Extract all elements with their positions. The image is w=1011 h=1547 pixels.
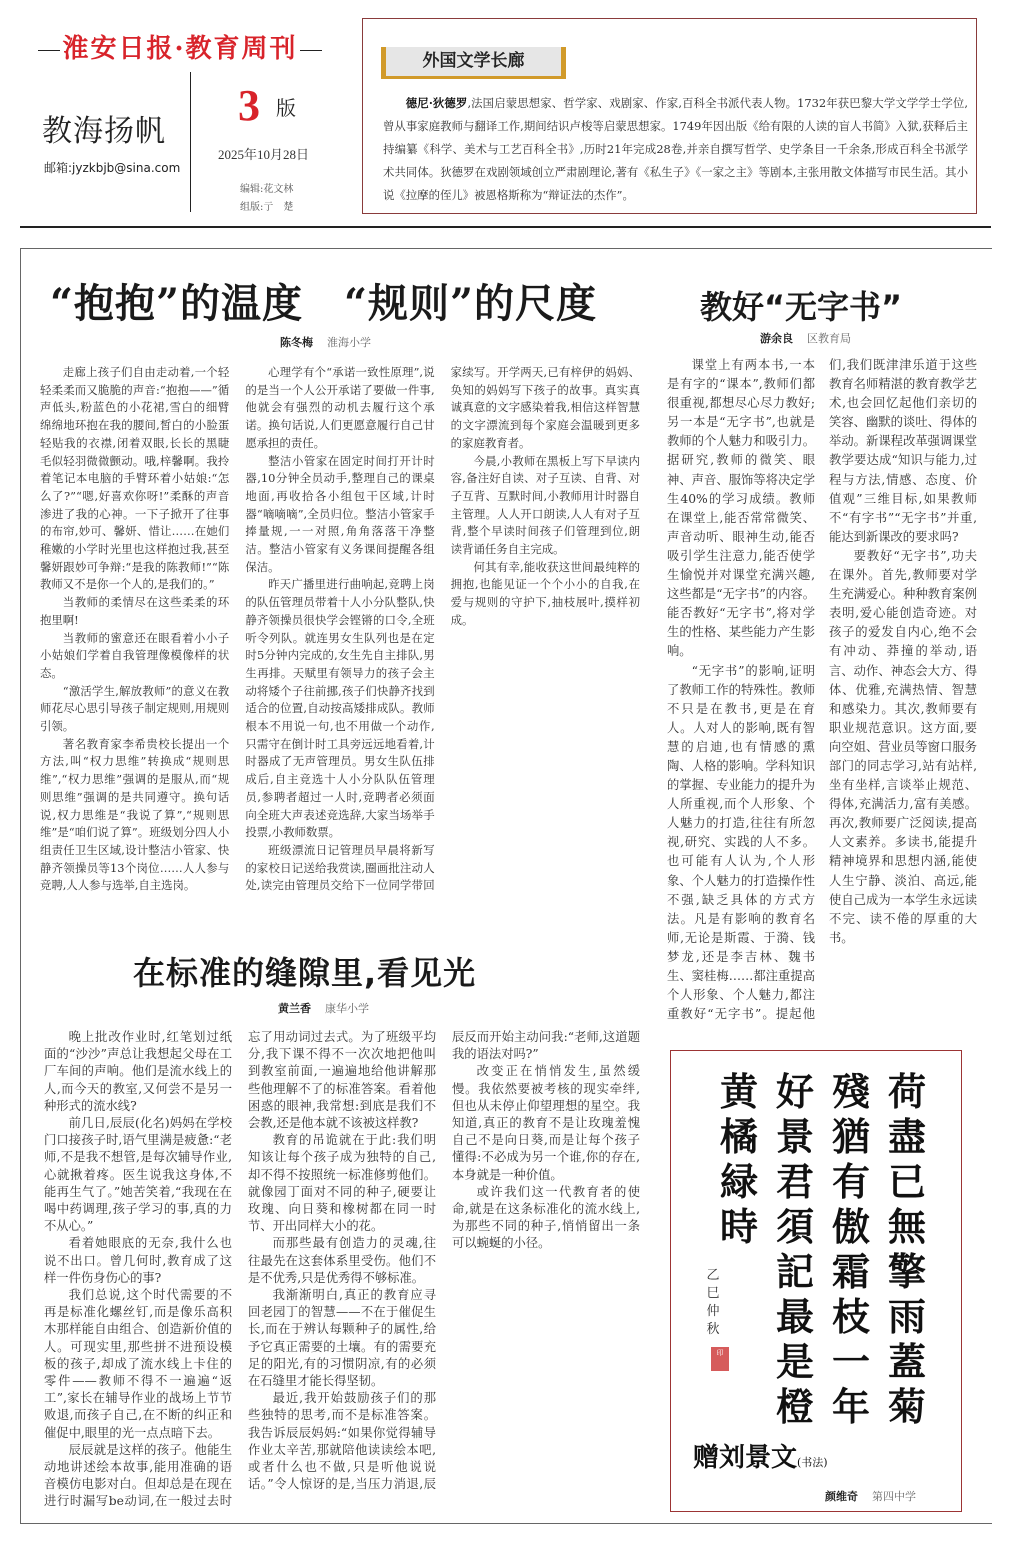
article2-byline (760, 330, 851, 346)
paragraph: 当教师的柔情尽在这些柔柔的环抱里啊! (40, 595, 230, 627)
page-number: 3 (238, 81, 260, 130)
literature-tab: 外国文学长廊 (381, 47, 566, 79)
calligraphy-column: 荷 盡 已 無 擎 雨 蓋 菊 (887, 1069, 926, 1429)
paragraph: 而那些最有创造力的灵魂,往往最先在这套体系里受伤。他们不是不优秀,只是优秀得不够标准。 (248, 1236, 436, 1285)
paragraph: 著名教育家李希贵校长提出一个方法,叫“权力思维”转换成“规则思维”,“权力思维”强调的是服从,而“规则思维”强调的是共同遵守。换句话说,权力思维是“我说了算”,“规则思维”是“咱们说了算”。班级划分四人小组责任卫生区域,设计整洁小管家、快静齐领操员等13个岗位……人人参与竞聘,人人参与选举,自主选岗。 (40, 736, 230, 893)
calligraphy-tag: (书法) (797, 1456, 828, 1469)
paragraph: 何其有幸,能收获这世间最纯粹的拥抱,也能见证一个个小小的自我,在爱与规则的守护下,抽枝展叶,摸样初成。 (450, 559, 640, 627)
paragraph: 看着她眼底的无奈,我什么也说不出口。曾几何时,教育成了这样一件伤身伤心的事? (44, 1236, 232, 1285)
paragraph: 辰辰就是这样的孩子。他能生动地讲述绘本故事,能用准确的语音模仿电影对白。但却总是在现在进行时漏写be动词,在一般过去时忘了用动词过去式。为了班级平均分,我下课不得不一次次地把他叫到教室前面,一遍遍地给他讲解那些他理解不了的标准答案。看着他困惑的眼神,我常想:到底是我们不会教,还是他本就不该被这样教? (44, 1030, 436, 1509)
literature-body: ,法国启蒙思想家、哲学家、戏剧家、作家,百科全书派代表人物。1732年获巴黎大学文学学士学位,曾从事家庭教师与翻译工作,期间结识卢梭等启蒙思想家。1749年因出版《给有限的人读的盲人书简》入狱,获释后主持编纂《科学、美术与工艺百科全书》,历时21年完成28卷,并亲自撰写哲学、史学条目一千余条,形成百科全书派学术共同体。狄德罗在戏剧领域创立严肃剧理论,著有《私生子》《一家之主》等剧本,主张用散文体描写市民生活。其小说《拉摩的侄儿》被恩格斯称为“辩证法的杰作”。 (383, 96, 969, 202)
calligraphy-column: 黄 橘 緑 時 (719, 1069, 758, 1249)
page-label: 版 (276, 96, 296, 120)
paragraph: 前几日,辰辰(化名)妈妈在学校门口接孩子时,语气里满是疲惫:“老师,不是我不想管,是每次辅导作业,心就揪着疼。医生说我这身体,不能再生气了。”她苦笑着,“我现在在喝中药调理,孩子学习的事,真的力不从心。” (44, 1116, 232, 1234)
issue-date: 2025年10月28日 (218, 147, 310, 162)
article3-org: 康华小学 (325, 1002, 369, 1015)
paragraph: 要教好“无字书”,功夫在课外。首先,教师要对学生充满爱心。种种教育案例表明,爱心能创造奇迹。对孩子的爱发自内心,绝不会有冲动、莽撞的举动,语言、动作、神态会大方、得体、优雅,充满热情、智慧和感染力。其次,教师要有职业规范意识。这方面,要向空姐、营业员等窗口服务部门的同志学习,站有站样,坐有坐样,言谈举止规范、得体,充满活力,富有美感。再次,教师要广泛阅读,提高人文素养。多读书,能提升精神境界和思想内涵,能使人生宁静、淡泊、高远,能使自己成为一本学生永远读不完、读不倦的厚重的大书。 (829, 548, 977, 945)
article2-title: 教好“无字书” (700, 288, 903, 326)
article3-body (44, 1029, 640, 1519)
masthead-title: 淮安日报·教育周刊 (62, 34, 298, 64)
calligraphy-byline (825, 1488, 916, 1504)
paragraph: 整洁小管家在固定时间打开计时器,10分钟全员动手,整理自己的课桌地面,再收拾各小组包干区域,计时器“嘀嘀嘀”,全员归位。整洁小管家手捧量规,一一对照,角角落落干净整洁。整洁小管家有义务课间提醒各组保洁。 (245, 453, 435, 574)
header-divider (190, 72, 191, 212)
article2-author: 游余良 (760, 332, 793, 345)
paragraph: “激活学生,解放教师”的意义在教师花尽心思引导孩子制定规则,用规则引领。 (40, 683, 230, 734)
paragraph: 昨天广播里进行曲响起,竞聘上岗的队伍管理员带着十人小分队整队,快静齐领操员很快学会铿锵的口令,全班听令列队。就连男女生队列也是在定时5分钟内完成的,女生先自主排队,男生再排。天赋里有领导力的孩子会主动将矮个子往前挪,孩子们快静齐找到适合的位置,自动按高矮排成队。教师根本不用说一句,也不用做一个动作,只需守在倒计时工具旁远远地看着,计时器成了无声管理员。男女生队伍排成后,自主竞选十人小分队队伍管理员,参聘者超过一人时,竞聘者必须面向全班大声表述竞选辞,大家当场举手投票,小教师数票。 (245, 577, 435, 840)
calligraphy-artwork (670, 1050, 962, 1512)
literature-text (383, 92, 968, 207)
editor-credits (240, 181, 293, 217)
layout-name: 组版:亍 楚 (240, 202, 294, 213)
paragraph: 教育的吊诡就在于此:我们明知该让每个孩子成为独特的自己,却不得不按照统一标准修剪他们。就像园丁面对不同的种子,硬要让玫瑰、向日葵和橡树都在同一时节、开出同样大小的花。 (248, 1133, 436, 1234)
article3-byline (278, 1000, 369, 1016)
paragraph: 最近,我开始鼓励孩子们的那些独特的思考,而不是标准答案。我告诉辰辰妈妈:“如果你觉得辅导作业太辛苦,那就陪他读读绘本吧,或者什么也不做,只是听他说说话。”令人惊讶的是,当压力消退,辰辰反而开始主动问我:“老师,这道题我的语法对吗?” (248, 1030, 640, 1492)
paragraph: 我们总说,这个时代需要的不再是标准化螺丝钉,而是像乐高积木那样能自由组合、创造新价值的人。可现实里,那些拼不进预设模板的孩子,却成了流水线上卡住的零件——教师不得不一遍遍“返工”,家长在辅导作业的战场上节节败退,而孩子自己,在不断的纠正和催促中,眼里的光一点点暗下去。 (44, 1288, 232, 1440)
article3-title: 在标准的缝隙里,看见光 (133, 954, 477, 992)
article1-org: 淮海小学 (327, 336, 371, 349)
paragraph: 课堂上有两本书,一本是有字的“课本”,教师们都很重视,都想尽心尽力教好;另一本是“无字书”,也就是教师的个人魅力和吸引力。据研究,教师的微笑、眼神、声音、服饰等将决定学生40%的学习成绩。教师在课堂上,能否常常微笑、声音动听、眼神生动,能否吸引学生注意力,能否使学生愉悦并对课堂充满兴趣,这些都是“无字书”的内容。能否教好“无字书”,将对学生的性格、某些能力产生影响。 (667, 358, 815, 659)
paragraph: 当教师的蜜意还在眼看着小小子小姑娘们学着自我管理像模像样的状态。 (40, 630, 230, 680)
article1-byline (280, 334, 371, 350)
editor-name: 编辑:花文林 (240, 184, 294, 195)
paragraph: 改变正在悄悄发生,虽然缓慢。我依然要被考核的现实牵绊,但也从未停止仰望理想的星空。我知道,真正的教育不是让玫瑰羞愧自己不是向日葵,而是让每个孩子懂得:不必成为另一个谁,你的存在,本身就是一种价值。 (452, 1064, 640, 1182)
article1-title: “抱抱”的温度 “规则”的尺度 (50, 280, 598, 327)
paragraph: 晚上批改作业时,红笔划过纸面的“沙沙”声总让我想起父母在工厂车间的声响。他们是流水线上的人,而今天的教室,又何尝不是另一种形式的流水线? (44, 1030, 232, 1113)
calligraphy-column: 好 景 君 須 記 最 是 橙 (775, 1069, 814, 1429)
header-rule (20, 226, 991, 228)
seal-stamp: 印 (711, 1347, 729, 1371)
article2-org: 区教育局 (807, 332, 851, 345)
calligraphy-title-text: 赠刘景文 (693, 1443, 798, 1473)
calligraphy-inscription: 乙 巳 仲 秋 (706, 1268, 720, 1337)
paragraph: 今晨,小教师在黑板上写下早读内容,备注好自读、对子互读、自背、对子互背、互默时间,小教师用计时器自主管理。人人开口朗读,人人有对子互背,整个早读时间孩子们管理到位,朗读背诵任务自主完成。 (450, 453, 640, 557)
masthead-logo (20, 28, 340, 65)
calligraphy-column: 殘 猶 有 傲 霜 枝 一 年 (831, 1069, 870, 1429)
paragraph: 或许我们这一代教育者的使命,就是在这条标准化的流水线上,为那些不同的种子,悄悄留出一条可以蜿蜒的小径。 (452, 1184, 640, 1251)
calligraphy-author: 颜维奇 (825, 1490, 858, 1503)
paragraph: “无字书”的影响,证明了教师工作的特殊性。教师不只是在教书,更是在育人。人对人的影响,既有智慧的启迪,也有情感的熏陶、人格的影响。学科知识的掌握、专业能力的提升为人所重视,而个人形象、个人魅力的打造,往往有所忽视,研究、实践的人不多。也可能有人认为,个人形象、个人魅力的打造操作性不强,缺乏具体的方式方法。凡是有影响的教育名师,无论是斯霞、于漪、钱梦龙,还是李吉林、魏书生、窦桂梅……都注重提高个人形象、个人魅力,都注重教好“无字书”。提起他们,我们既津津乐道于这些教育名师精湛的教育教学艺术,也会回忆起他们亲切的笑容、幽默的谈吐、得体的举动。新课程改革强调课堂教学要达成“知识与能力,过程与方法,情感、态度、价值观”三维目标,如果教师不“有字书”“无字书”并重,能达到新课改的要求吗? (667, 358, 977, 1022)
article2-body (667, 356, 977, 1041)
paragraph: 走廊上孩子们自由走动着,一个轻轻柔柔而又脆脆的声音:“抱抱——”循声低头,粉蓝色的小花裙,雪白的细臂绵绵地环抱在我的腰间,皙白的小脸蛋轻贴我的衣襟,闭着双眼,长长的黑睫毛似轻羽微微颤动。哦,梓馨啊。我拎着笔记本电脑的手臂环着小姑娘:“怎么了?”“嗯,好喜欢你呀!”柔酥的声音渗进了我的心神。一下子掀开了往事的布帘,妙可、馨妍、惜让……在她们稚嫩的小学时光里也这样抱过我,甚至馨妍跟妙可争辩:“是我的陈教师!”“陈教师又不是你一个人的,是我们的。” (40, 365, 230, 592)
email-link[interactable]: 邮箱:jyzkbjb@sina.com (44, 161, 181, 175)
article1-author: 陈冬梅 (280, 336, 313, 349)
calligraphy-org: 第四中学 (872, 1490, 916, 1503)
section-title: 教海扬帆 (42, 114, 166, 149)
literature-name: 德尼·狄德罗 (405, 96, 468, 110)
article3-author: 黄兰香 (278, 1002, 311, 1015)
calligraphy-title (693, 1437, 828, 1474)
paragraph: 我渐渐明白,真正的教育应寻回老园丁的智慧——不在于催促生长,而在于辨认每颗种子的属性,给予它真正需要的土壤。有的需要充足的阳光,有的习惯阴凉,有的必须在石缝里才能长得坚韧。 (248, 1288, 436, 1389)
paragraph: 班级漂流日记管理员早晨将新写的家校日记送给我赏读,圈画批注动人处,读完由管理员交给下一位同学带回家续写。开学两天,已有梓伊的妈妈、奂知的妈妈写下孩子的故事。真实真诚真意的文字感染着我,相信这样智慧的文字漂流到每个家庭会温暖到更多的家庭教育者。 (245, 365, 640, 893)
article1-body (40, 364, 640, 899)
paragraph: 心理学有个“承诺一致性原理”,说的是当一个人公开承诺了要做一件事,他就会有强烈的动机去履行这个承诺。换句话说,人们更愿意履行自己甘愿承担的责任。 (245, 365, 435, 450)
